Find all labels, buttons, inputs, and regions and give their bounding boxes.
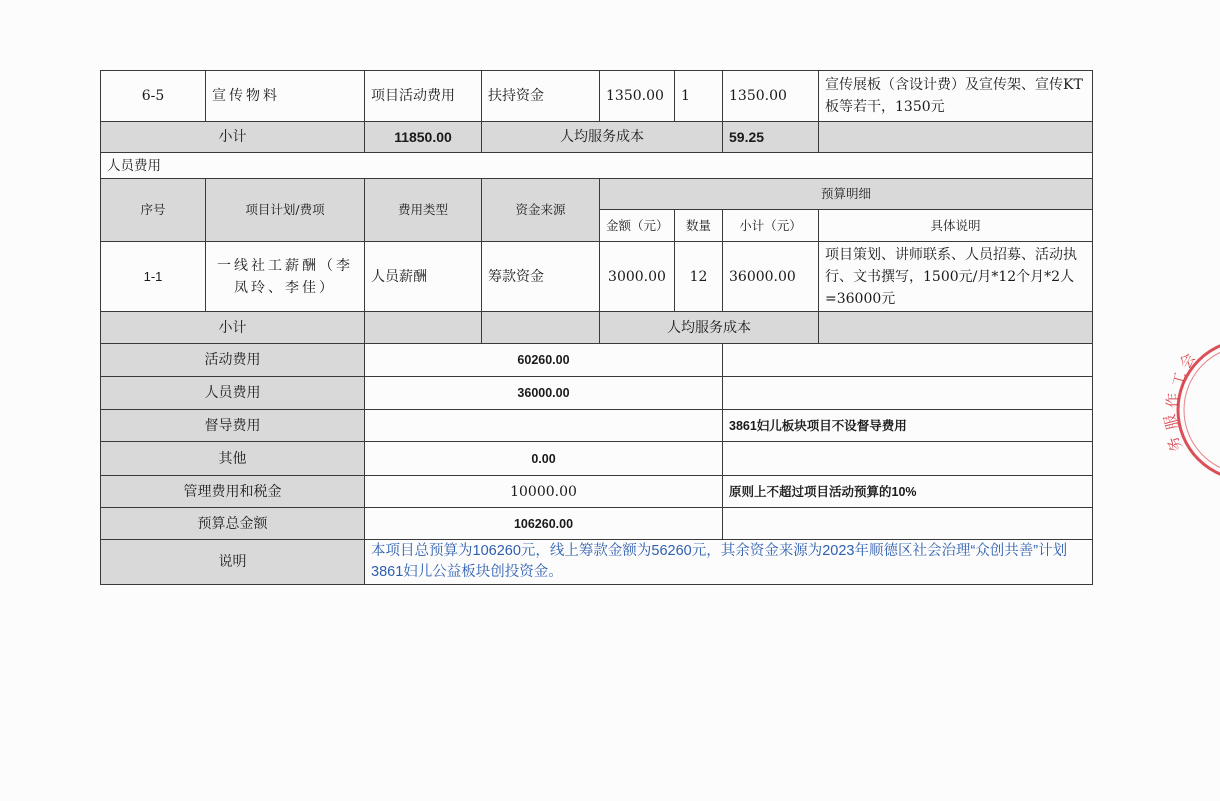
- row-fund-source: 筹款资金: [482, 242, 600, 312]
- summary-row: [101, 476, 1093, 508]
- summary-row: [101, 377, 1093, 410]
- svg-text:工: 工: [1168, 369, 1190, 390]
- personnel-subtotal-row: [101, 312, 1093, 344]
- summary-note: 3861妇儿板块项目不设督导费用: [723, 410, 1093, 442]
- summary-label: 管理费用和税金: [101, 476, 365, 508]
- summary-value: 10000.00: [365, 476, 723, 508]
- official-seal: [1160, 330, 1220, 490]
- summary-value: 60260.00: [365, 344, 723, 377]
- header-fee-type: 费用类型: [365, 179, 482, 242]
- header-subtotal: 小计（元）: [723, 210, 819, 242]
- summary-value: 106260.00: [365, 508, 723, 540]
- summary-note: [723, 508, 1093, 540]
- row-desc: 项目策划、讲师联系、人员招募、活动执行、文书撰写，1500元/月*12个月*2人=36000元: [819, 242, 1093, 312]
- header-seq: 序号: [101, 179, 206, 242]
- summary-note: 原则上不超过项目活动预算的10%: [723, 476, 1093, 508]
- row-desc: 宣传展板（含设计费）及宣传架、宣传KT板等若干，1350元: [819, 71, 1093, 122]
- row-fund-source: 扶持资金: [482, 71, 600, 122]
- subtotal-label: 小计: [101, 122, 365, 153]
- summary-row: [101, 344, 1093, 377]
- header-item: 项目计划/费项: [206, 179, 365, 242]
- header-amount: 金额（元）: [600, 210, 675, 242]
- summary-value: 36000.00: [365, 377, 723, 410]
- summary-note: [723, 344, 1093, 377]
- header-desc: 具体说明: [819, 210, 1093, 242]
- summary-row: [101, 508, 1093, 540]
- section-title: 人员费用: [101, 153, 1093, 179]
- summary-label: 人员费用: [101, 377, 365, 410]
- explanation-text: 本项目总预算为106260元，线上筹款金额为56260元，其余资金来源为2023年顺德区社会治理“众创共善”计划3861妇儿公益板块创投资金。: [365, 540, 1093, 585]
- row-subtotal: 36000.00: [723, 242, 819, 312]
- row-item: 宣传物料: [206, 71, 365, 122]
- summary-label: 预算总金额: [101, 508, 365, 540]
- row-amount: 3000.00: [600, 242, 675, 312]
- subtotal-value: [365, 312, 482, 344]
- empty-cell: [482, 312, 600, 344]
- summary-note: [723, 442, 1093, 476]
- svg-text:作: 作: [1164, 392, 1182, 408]
- empty-cell: [819, 122, 1093, 153]
- row-amount: 1350.00: [600, 71, 675, 122]
- row-qty: 12: [675, 242, 723, 312]
- row-fee-type: 人员薪酬: [365, 242, 482, 312]
- per-capita-label: 人均服务成本: [600, 312, 819, 344]
- summary-row: [101, 442, 1093, 476]
- svg-text:会: 会: [1175, 349, 1199, 372]
- per-capita-value: 59.25: [723, 122, 819, 153]
- row-item: 一线社工薪酬（李凤玲、李佳）: [206, 242, 365, 312]
- header-budget-detail: 预算明细: [600, 179, 1093, 210]
- header-row: [101, 179, 1093, 210]
- budget-table: [100, 70, 1093, 585]
- summary-note: [723, 377, 1093, 410]
- subtotal-value: 11850.00: [365, 122, 482, 153]
- header-qty: 数量: [675, 210, 723, 242]
- subtotal-label: 小计: [101, 312, 365, 344]
- explanation-row: [101, 540, 1093, 585]
- per-capita-value: [819, 312, 1093, 344]
- row-fee-type: 项目活动费用: [365, 71, 482, 122]
- svg-text:服: 服: [1160, 412, 1182, 432]
- summary-label: 其他: [101, 442, 365, 476]
- summary-label: 活动费用: [101, 344, 365, 377]
- row-seq: 1-1: [101, 242, 206, 312]
- summary-label: 督导费用: [101, 410, 365, 442]
- summary-value: [365, 410, 723, 442]
- activity-subtotal-row: [101, 122, 1093, 153]
- section-title-row: [101, 153, 1093, 179]
- explanation-label: 说明: [101, 540, 365, 585]
- row-subtotal: 1350.00: [723, 71, 819, 122]
- table-row: [101, 242, 1093, 312]
- row-seq: 6-5: [101, 71, 206, 122]
- per-capita-label: 人均服务成本: [482, 122, 723, 153]
- row-qty: 1: [675, 71, 723, 122]
- summary-value: 0.00: [365, 442, 723, 476]
- svg-text:务: 务: [1163, 432, 1187, 455]
- summary-row: [101, 410, 1093, 442]
- header-fund-source: 资金来源: [482, 179, 600, 242]
- table-row: [101, 71, 1093, 122]
